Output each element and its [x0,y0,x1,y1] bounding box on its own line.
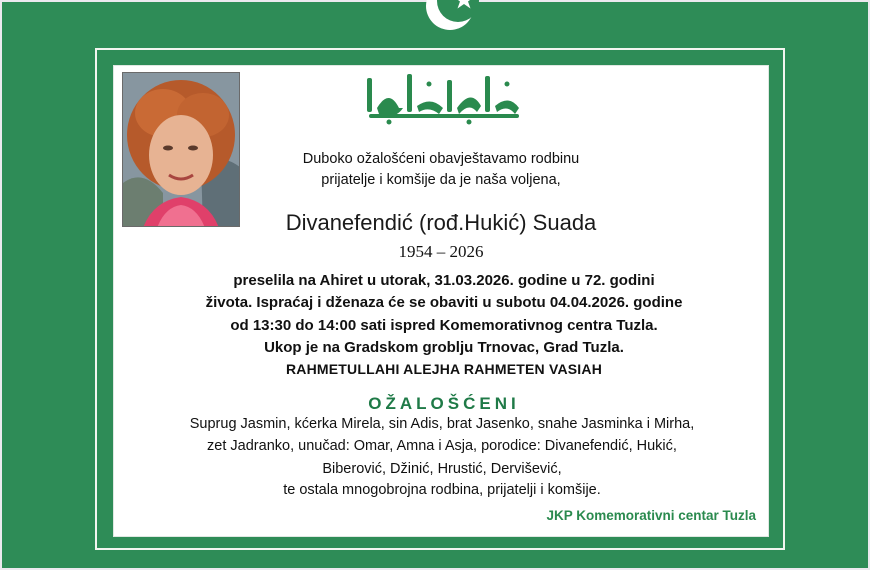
intro-line-1: Duboko ožalošćeni obavještavamo rodbinu [302,151,580,167]
life-years: 1954 – 2026 [398,242,484,261]
arabic-calligraphy [359,68,529,128]
notice-card [113,65,769,537]
mourners-heading: OŽALOŠĆENI [368,394,520,413]
body-line-3: od 13:30 do 14:00 sati ispred Komemorativnog centra Tuzla. [230,317,658,334]
body-line-2: života. Ispraćaj i dženaza će se obaviti u subotu 04.04.2026. godine [205,294,683,311]
crescent-star-icon [420,0,490,40]
mourners-line-2: zet Jadranko, unučad: Omar, Amna i Asja, porodice: Divanefendić, Hukić, [207,438,677,454]
mourners-line-3: Biberović, Džinić, Hrustić, Dervišević, [322,461,562,477]
intro-line-2: prijatelje i komšije da je naša voljena, [321,172,561,188]
issuer-footer: JKP Komemorativni centar Tuzla [546,508,756,523]
mourners-line-4: te ostala mnogobrojna rodbina, prijatelji i komšije. [283,482,601,498]
prayer-line: RAHMETULLAHI ALEJHA RAHMETEN VASIAH [285,361,603,377]
mourners-line-1: Suprug Jasmin, kćerka Mirela, sin Adis, brat Jasenko, snahe Jasminka i Mirha, [189,416,695,432]
body-line-1: preselila na Ahiret u utorak, 31.03.2026. godine u 72. godini [233,272,655,289]
deceased-name: Divanefendić (rođ.Hukić) Suada [285,210,597,235]
body-line-4: Ukop je na Gradskom groblju Trnovac, Grad Tuzla. [264,339,624,356]
